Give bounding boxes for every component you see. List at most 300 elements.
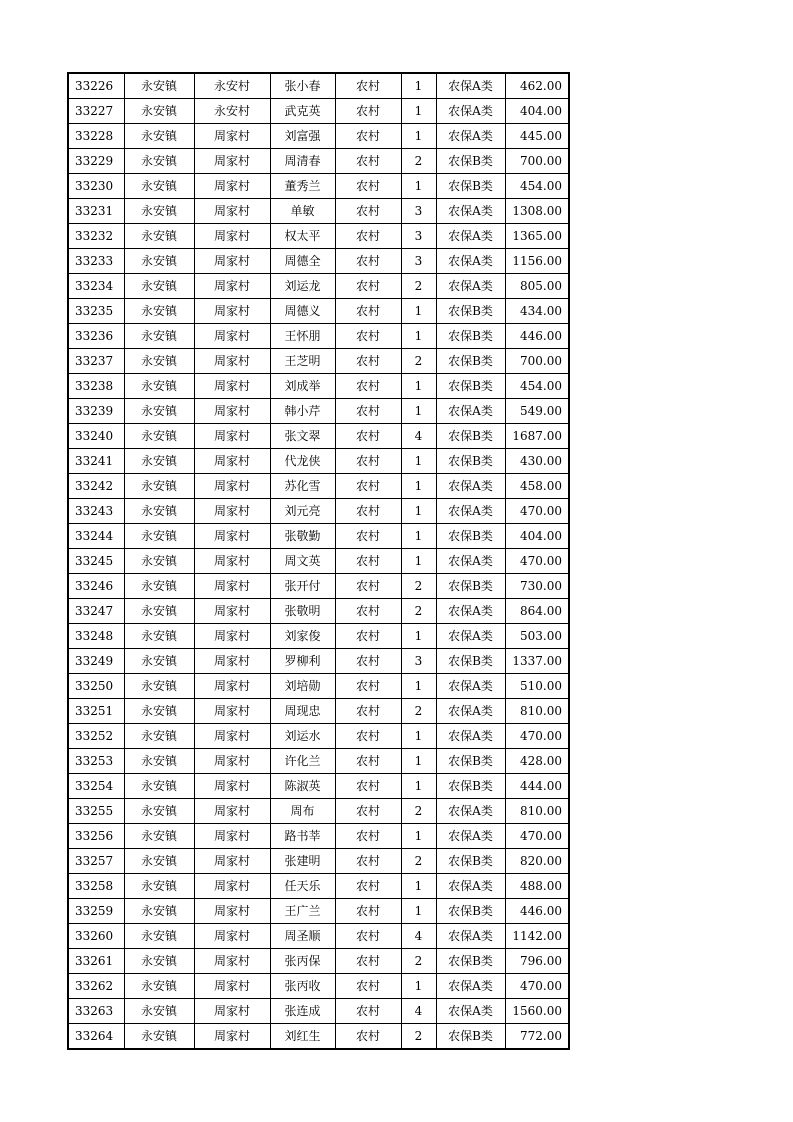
member-count-cell: 4 [401,999,436,1024]
member-count-cell: 1 [401,824,436,849]
member-count-cell: 1 [401,174,436,199]
member-count-cell: 3 [401,249,436,274]
member-count-cell: 1 [401,874,436,899]
member-count-cell: 1 [401,124,436,149]
table-row [68,674,569,699]
member-count-cell: 1 [401,549,436,574]
town-cell: 永安镇 [124,199,194,224]
record-id-cell: 33239 [68,399,124,424]
table-row [68,624,569,649]
household-type-cell: 农村 [335,849,401,874]
household-type-cell: 农村 [335,549,401,574]
village-cell: 周家村 [194,849,270,874]
name-cell: 张小春 [270,73,335,99]
name-cell: 周德全 [270,249,335,274]
town-cell: 永安镇 [124,374,194,399]
table-row [68,599,569,624]
household-type-cell: 农村 [335,599,401,624]
member-count-cell: 1 [401,899,436,924]
insurance-class-cell: 农保B类 [436,449,505,474]
insurance-class-cell: 农保B类 [436,374,505,399]
household-type-cell: 农村 [335,524,401,549]
household-type-cell: 农村 [335,924,401,949]
table-row [68,449,569,474]
record-id-cell: 33255 [68,799,124,824]
table-row [68,399,569,424]
member-count-cell: 1 [401,499,436,524]
record-id-cell: 33247 [68,599,124,624]
name-cell: 张文翠 [270,424,335,449]
town-cell: 永安镇 [124,699,194,724]
amount-cell: 510.00 [505,674,569,699]
amount-cell: 1142.00 [505,924,569,949]
name-cell: 刘元亮 [270,499,335,524]
amount-cell: 470.00 [505,724,569,749]
table-row [68,374,569,399]
record-id-cell: 33232 [68,224,124,249]
member-count-cell: 1 [401,474,436,499]
name-cell: 陈淑英 [270,774,335,799]
village-cell: 周家村 [194,199,270,224]
table-row [68,349,569,374]
insurance-class-cell: 农保A类 [436,999,505,1024]
town-cell: 永安镇 [124,874,194,899]
table-row [68,424,569,449]
insurance-class-cell: 农保A类 [436,224,505,249]
village-cell: 周家村 [194,599,270,624]
amount-cell: 428.00 [505,749,569,774]
record-id-cell: 33258 [68,874,124,899]
name-cell: 代龙侠 [270,449,335,474]
insurance-class-cell: 农保B类 [436,349,505,374]
town-cell: 永安镇 [124,149,194,174]
name-cell: 周德义 [270,299,335,324]
record-id-cell: 33262 [68,974,124,999]
insurance-class-cell: 农保B类 [436,899,505,924]
insurance-class-cell: 农保A类 [436,199,505,224]
record-id-cell: 33253 [68,749,124,774]
village-cell: 周家村 [194,574,270,599]
insurance-class-cell: 农保B类 [436,774,505,799]
table-row [68,874,569,899]
insurance-class-cell: 农保A类 [436,73,505,99]
name-cell: 刘培勋 [270,674,335,699]
town-cell: 永安镇 [124,949,194,974]
record-id-cell: 33254 [68,774,124,799]
village-cell: 周家村 [194,324,270,349]
household-type-cell: 农村 [335,349,401,374]
town-cell: 永安镇 [124,124,194,149]
table-row [68,774,569,799]
village-cell: 周家村 [194,974,270,999]
name-cell: 董秀兰 [270,174,335,199]
town-cell: 永安镇 [124,299,194,324]
table-row [68,324,569,349]
village-cell: 周家村 [194,399,270,424]
insurance-class-cell: 农保A类 [436,274,505,299]
insurance-class-cell: 农保A类 [436,874,505,899]
village-cell: 周家村 [194,899,270,924]
table-row [68,999,569,1024]
member-count-cell: 2 [401,849,436,874]
member-count-cell: 1 [401,399,436,424]
household-type-cell: 农村 [335,399,401,424]
village-cell: 周家村 [194,549,270,574]
name-cell: 武克英 [270,99,335,124]
household-type-cell: 农村 [335,874,401,899]
household-type-cell: 农村 [335,374,401,399]
insurance-class-cell: 农保A类 [436,599,505,624]
record-id-cell: 33250 [68,674,124,699]
record-id-cell: 33233 [68,249,124,274]
insurance-class-cell: 农保A类 [436,624,505,649]
table-row [68,549,569,574]
record-id-cell: 33244 [68,524,124,549]
village-cell: 周家村 [194,874,270,899]
member-count-cell: 3 [401,224,436,249]
village-cell: 永安村 [194,73,270,99]
member-count-cell: 1 [401,749,436,774]
village-cell: 周家村 [194,649,270,674]
amount-cell: 445.00 [505,124,569,149]
table-row [68,649,569,674]
town-cell: 永安镇 [124,799,194,824]
member-count-cell: 1 [401,449,436,474]
amount-cell: 772.00 [505,1024,569,1050]
amount-cell: 700.00 [505,149,569,174]
amount-cell: 488.00 [505,874,569,899]
amount-cell: 462.00 [505,73,569,99]
town-cell: 永安镇 [124,849,194,874]
record-id-cell: 33237 [68,349,124,374]
household-type-cell: 农村 [335,274,401,299]
table-row [68,299,569,324]
table-row [68,224,569,249]
name-cell: 王怀朋 [270,324,335,349]
record-id-cell: 33228 [68,124,124,149]
amount-cell: 503.00 [505,624,569,649]
name-cell: 王广兰 [270,899,335,924]
name-cell: 权太平 [270,224,335,249]
name-cell: 张开付 [270,574,335,599]
insurance-class-cell: 农保B类 [436,649,505,674]
record-id-cell: 33231 [68,199,124,224]
insurance-class-cell: 农保A类 [436,99,505,124]
village-cell: 周家村 [194,924,270,949]
record-id-cell: 33227 [68,99,124,124]
insurance-class-cell: 农保A类 [436,724,505,749]
household-type-cell: 农村 [335,449,401,474]
name-cell: 周布 [270,799,335,824]
amount-cell: 810.00 [505,799,569,824]
household-type-cell: 农村 [335,674,401,699]
name-cell: 刘成举 [270,374,335,399]
table-row [68,274,569,299]
name-cell: 苏化雪 [270,474,335,499]
amount-cell: 446.00 [505,899,569,924]
village-cell: 周家村 [194,124,270,149]
name-cell: 刘运龙 [270,274,335,299]
member-count-cell: 2 [401,599,436,624]
town-cell: 永安镇 [124,674,194,699]
amount-cell: 549.00 [505,399,569,424]
name-cell: 刘红生 [270,1024,335,1050]
town-cell: 永安镇 [124,599,194,624]
record-id-cell: 33229 [68,149,124,174]
table-row [68,574,569,599]
town-cell: 永安镇 [124,999,194,1024]
record-id-cell: 33257 [68,849,124,874]
town-cell: 永安镇 [124,549,194,574]
record-id-cell: 33251 [68,699,124,724]
town-cell: 永安镇 [124,73,194,99]
record-id-cell: 33230 [68,174,124,199]
member-count-cell: 3 [401,199,436,224]
insurance-class-cell: 农保A类 [436,249,505,274]
insurance-class-cell: 农保A类 [436,924,505,949]
name-cell: 单敏 [270,199,335,224]
amount-cell: 404.00 [505,524,569,549]
amount-cell: 810.00 [505,699,569,724]
member-count-cell: 1 [401,73,436,99]
town-cell: 永安镇 [124,474,194,499]
table-row [68,499,569,524]
amount-cell: 1365.00 [505,224,569,249]
household-type-cell: 农村 [335,749,401,774]
name-cell: 周文英 [270,549,335,574]
member-count-cell: 2 [401,1024,436,1050]
name-cell: 张丙保 [270,949,335,974]
table-row [68,699,569,724]
table-row [68,749,569,774]
record-id-cell: 33238 [68,374,124,399]
household-type-cell: 农村 [335,574,401,599]
name-cell: 张连成 [270,999,335,1024]
town-cell: 永安镇 [124,649,194,674]
amount-cell: 1156.00 [505,249,569,274]
amount-cell: 446.00 [505,324,569,349]
town-cell: 永安镇 [124,424,194,449]
household-type-cell: 农村 [335,124,401,149]
village-cell: 周家村 [194,149,270,174]
name-cell: 任天乐 [270,874,335,899]
insurance-class-cell: 农保B类 [436,524,505,549]
amount-cell: 470.00 [505,974,569,999]
village-cell: 周家村 [194,249,270,274]
household-type-cell: 农村 [335,99,401,124]
household-type-cell: 农村 [335,624,401,649]
insurance-class-cell: 农保B类 [436,949,505,974]
member-count-cell: 2 [401,949,436,974]
name-cell: 刘运水 [270,724,335,749]
village-cell: 周家村 [194,949,270,974]
amount-cell: 404.00 [505,99,569,124]
village-cell: 周家村 [194,674,270,699]
household-type-cell: 农村 [335,73,401,99]
household-type-cell: 农村 [335,699,401,724]
name-cell: 周清春 [270,149,335,174]
village-cell: 周家村 [194,699,270,724]
record-id-cell: 33252 [68,724,124,749]
household-type-cell: 农村 [335,424,401,449]
name-cell: 刘家俊 [270,624,335,649]
town-cell: 永安镇 [124,274,194,299]
insurance-class-cell: 农保B类 [436,574,505,599]
insurance-class-cell: 农保A类 [436,824,505,849]
name-cell: 张敬勤 [270,524,335,549]
household-type-cell: 农村 [335,474,401,499]
village-cell: 周家村 [194,749,270,774]
insurance-class-cell: 农保A类 [436,699,505,724]
household-type-cell: 农村 [335,174,401,199]
insurance-class-cell: 农保B类 [436,299,505,324]
insurance-class-cell: 农保A类 [436,399,505,424]
household-type-cell: 农村 [335,774,401,799]
name-cell: 罗柳利 [270,649,335,674]
record-id-cell: 33235 [68,299,124,324]
table-row [68,524,569,549]
amount-cell: 454.00 [505,174,569,199]
amount-cell: 458.00 [505,474,569,499]
amount-cell: 1687.00 [505,424,569,449]
name-cell: 刘富强 [270,124,335,149]
town-cell: 永安镇 [124,174,194,199]
table-row [68,174,569,199]
town-cell: 永安镇 [124,224,194,249]
household-type-cell: 农村 [335,724,401,749]
insurance-class-cell: 农保B类 [436,324,505,349]
table-row [68,924,569,949]
amount-cell: 470.00 [505,549,569,574]
record-id-cell: 33259 [68,899,124,924]
village-cell: 周家村 [194,474,270,499]
village-cell: 周家村 [194,799,270,824]
household-type-cell: 农村 [335,224,401,249]
table-body [68,73,569,1049]
town-cell: 永安镇 [124,724,194,749]
town-cell: 永安镇 [124,99,194,124]
insurance-class-cell: 农保B类 [436,749,505,774]
town-cell: 永安镇 [124,924,194,949]
village-cell: 周家村 [194,274,270,299]
insurance-class-cell: 农保B类 [436,424,505,449]
village-cell: 周家村 [194,449,270,474]
village-cell: 永安村 [194,99,270,124]
insurance-class-cell: 农保A类 [436,549,505,574]
household-type-cell: 农村 [335,324,401,349]
household-type-cell: 农村 [335,149,401,174]
member-count-cell: 1 [401,674,436,699]
insurance-class-cell: 农保B类 [436,1024,505,1050]
record-id-cell: 33240 [68,424,124,449]
village-cell: 周家村 [194,299,270,324]
table-row [68,824,569,849]
record-id-cell: 33263 [68,999,124,1024]
name-cell: 张建明 [270,849,335,874]
name-cell: 张敬明 [270,599,335,624]
record-id-cell: 33249 [68,649,124,674]
insurance-class-cell: 农保A类 [436,474,505,499]
member-count-cell: 1 [401,774,436,799]
record-id-cell: 33256 [68,824,124,849]
household-type-cell: 农村 [335,974,401,999]
name-cell: 周圣顺 [270,924,335,949]
member-count-cell: 2 [401,274,436,299]
amount-cell: 454.00 [505,374,569,399]
insurance-class-cell: 农保A类 [436,674,505,699]
member-count-cell: 2 [401,349,436,374]
member-count-cell: 4 [401,924,436,949]
household-type-cell: 农村 [335,999,401,1024]
town-cell: 永安镇 [124,749,194,774]
table-row [68,949,569,974]
table-row [68,73,569,99]
town-cell: 永安镇 [124,399,194,424]
member-count-cell: 3 [401,649,436,674]
record-id-cell: 33243 [68,499,124,524]
member-count-cell: 1 [401,299,436,324]
amount-cell: 470.00 [505,499,569,524]
member-count-cell: 1 [401,99,436,124]
member-count-cell: 2 [401,699,436,724]
town-cell: 永安镇 [124,899,194,924]
table-row [68,1024,569,1050]
village-cell: 周家村 [194,524,270,549]
member-count-cell: 1 [401,624,436,649]
household-type-cell: 农村 [335,1024,401,1050]
household-type-cell: 农村 [335,499,401,524]
town-cell: 永安镇 [124,774,194,799]
town-cell: 永安镇 [124,324,194,349]
insurance-class-cell: 农保B类 [436,149,505,174]
record-id-cell: 33246 [68,574,124,599]
member-count-cell: 1 [401,974,436,999]
table-row [68,124,569,149]
household-type-cell: 农村 [335,899,401,924]
member-count-cell: 1 [401,374,436,399]
village-cell: 周家村 [194,349,270,374]
amount-cell: 820.00 [505,849,569,874]
member-count-cell: 2 [401,799,436,824]
table-row [68,974,569,999]
town-cell: 永安镇 [124,524,194,549]
amount-cell: 796.00 [505,949,569,974]
table-row [68,149,569,174]
village-cell: 周家村 [194,1024,270,1050]
amount-cell: 1560.00 [505,999,569,1024]
record-id-cell: 33248 [68,624,124,649]
town-cell: 永安镇 [124,624,194,649]
table-row [68,724,569,749]
record-id-cell: 33264 [68,1024,124,1050]
table-row [68,474,569,499]
amount-cell: 434.00 [505,299,569,324]
town-cell: 永安镇 [124,1024,194,1050]
table-row [68,99,569,124]
household-type-cell: 农村 [335,649,401,674]
amount-cell: 805.00 [505,274,569,299]
village-cell: 周家村 [194,774,270,799]
name-cell: 韩小芹 [270,399,335,424]
table-row [68,199,569,224]
amount-cell: 700.00 [505,349,569,374]
member-count-cell: 4 [401,424,436,449]
amount-cell: 1308.00 [505,199,569,224]
town-cell: 永安镇 [124,824,194,849]
insurance-class-cell: 农保A类 [436,124,505,149]
member-count-cell: 2 [401,149,436,174]
household-type-cell: 农村 [335,299,401,324]
